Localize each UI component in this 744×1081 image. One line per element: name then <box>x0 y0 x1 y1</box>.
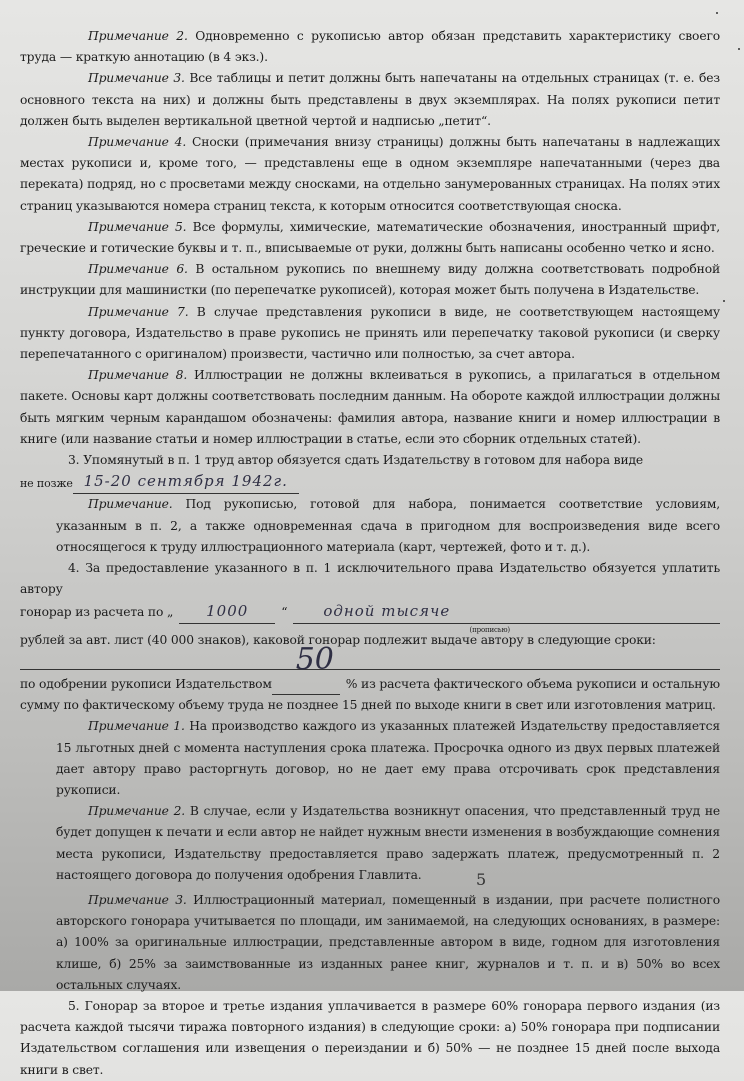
deadline-handwritten: 15-20 сентября 1942г. <box>83 472 288 491</box>
clause-4 <box>20 558 720 996</box>
note-text: На производство каждого из указанных платежей Издательству предоставляется 15 льготных дней с момента наступления срока платежа. Просрочка одного из двух первых платежей дает автору право расторгнуть договор, но не дает ему права отсрочивать срок представления рукописи. <box>56 719 720 797</box>
note-7 <box>20 302 720 366</box>
clause-4-note-1 <box>56 716 720 801</box>
note-label: Примечание 2. <box>88 804 186 819</box>
page-number-mark: 5 <box>476 870 487 889</box>
note-label: Примечание 4. <box>88 135 187 150</box>
clause-5-text: 5. Гонорар за второе и третье издания уплачивается в размере 60% гонорара первого издания (из расчета каждой тысячи тиража повторного издания) в следующие сроки: а) 50% гонорара при подписании Издательством соглашения или извещения о переиздании и б) 50% — не позднее 15 дней после выхода книги в свет. <box>20 998 720 1077</box>
approval-row <box>20 642 720 695</box>
approval-percent-handwritten: 50 <box>295 642 334 678</box>
note-3 <box>20 68 720 132</box>
note-label: Примечание 3. <box>88 71 185 86</box>
note-label: Примечание 5. <box>88 219 187 234</box>
clause-3-note-block <box>20 494 720 558</box>
deadline-prefix: не позже <box>20 477 73 491</box>
deadline-row <box>20 473 720 494</box>
approval-prefix: по одобрении рукописи Издательством <box>20 676 272 691</box>
note-text: Все таблицы и петит должны быть напечатаны на отдельных страницах (т. е. без основного текста на них) и должны быть представлены в двух экземплярах. На полях рукописи петит должен быть выделен вертикальной цветной чертой и надписью „петит“. <box>20 71 720 128</box>
fee-words-handwritten: одной тысяче <box>323 601 451 620</box>
note-8 <box>20 365 720 450</box>
note-text: В случае представления рукописи в виде, не соответствующем настоящему пункту договора, Издательство в праве рукопись не принять или перепечатку таковой рукописи (и сверку перепечатанного с оригиналом) произвести, частично или полностью, за счет автора. <box>20 304 720 362</box>
note-text: Сноски (примечания внизу страницы) должны быть напечатаны в надлежащих местах рукописи и, кроме того, — представлены еще в одном экземпляре напечатанными (через два переката) подряд, но с просветами между сносками, на отдельно занумерованных страницах. На полях этих страниц указываются номера страниц текста, к которым относится соответствующая сноска. <box>20 135 720 213</box>
note-label: Примечание 7. <box>88 304 189 319</box>
clause-3-note <box>56 494 720 558</box>
notes-section-2 <box>20 26 720 450</box>
clause-4-text: 4. За предоставление указанного в п. 1 исключительного права Издательство обязуется уплатить автору <box>20 561 720 597</box>
deadline-field[interactable] <box>73 472 299 494</box>
clause-4-note-2 <box>56 801 720 886</box>
clause-3-text: 3. Упомянутый в п. 1 труд автор обязуется сдать Издательству в готовом для набора виде <box>68 453 644 468</box>
clause-4-note-3 <box>56 890 720 996</box>
fee-prefix: гонорар из расчета по „ <box>20 605 174 620</box>
note-text: Под рукописью, готовой для набора, понимается соответствие условиям, указанным в п. 2, а также одновременная сдача в пригодном для воспроизведения виде всего относящегося к труду иллюстрационного материала (карт, чертежей, фото и т. д.). <box>56 497 720 554</box>
note-text: Все формулы, химические, математические обозначения, иностранный шрифт, греческие и готические буквы и т. п., вписываемые от руки, должны быть написаны особенно четко и ясно. <box>20 219 720 256</box>
note-2 <box>20 26 720 68</box>
clause-4-notes <box>20 716 720 996</box>
remainder-text: сумму по фактическому объему труда не позднее 15 дней по выходе книги в свет или изготовления матриц. <box>20 698 716 713</box>
note-label: Примечание 2. <box>88 29 188 43</box>
note-text: Одновременно с рукописью автор обязан представить характеристику своего труда — краткую аннотацию (в 4 экз.). <box>20 29 720 65</box>
note-4 <box>20 132 720 217</box>
note-label: Примечание 1. <box>88 719 185 734</box>
clause-5 <box>20 996 720 1081</box>
speck-mark <box>716 12 718 14</box>
speck-mark <box>738 48 740 50</box>
note-text: В случае, если у Издательства возникнут опасения, что представленный труд не будет допущен к печати и если автор не найдет нужным внести изменения в возбуждающие сомнения места рукописи, Издательству предоставляется право задержать платеж, предусмотренный п. 2 настоящего договора до получения одобрения Главлита. <box>56 804 720 882</box>
note-5 <box>20 217 720 259</box>
note-text: Иллюстрационный материал, помещенный в издании, при расчете полистного авторского гонорара учитывается по площади, им занимаемой, на следующих основаниях, в размере: а) 100% за оригинальные иллюстрации, представленные автором в виде, годном для изготовления клише, б) 25% за заимствованные из изданных ранее книг, журналов и т. п. и в) 50% во всех остальных случаях. <box>56 892 720 992</box>
note-label: Примечание 6. <box>88 262 188 277</box>
approval-suffix: % из расчета фактического объема рукописи и остальную <box>345 676 720 691</box>
fee-quote-close: “ <box>281 605 288 620</box>
fee-words-caption: (прописью) <box>469 626 510 635</box>
note-label: Примечание 8. <box>88 368 188 383</box>
fee-amount-handwritten: 1000 <box>206 601 249 620</box>
approval-percent-field[interactable] <box>272 642 340 695</box>
payment-terms-line[interactable] <box>20 655 720 670</box>
fee-row <box>20 601 720 635</box>
note-label: Примечание 3. <box>88 892 187 907</box>
note-text: Иллюстрации не должны вклеиваться в рукопись, а прилагаться в отдельном пакете. Основы карт должны соответствовать последним данным. На обороте каждой иллюстрации должны быть мягким черным карандашом обозначены: фамилия автора, название книги и номер иллюстрации в книге (или название статьи и номер иллюстрации в статье, если это сборник отдельных статей). <box>20 368 720 446</box>
clause-3 <box>20 450 720 558</box>
speck-mark <box>723 300 725 302</box>
note-text: В остальном рукопись по внешнему виду должна соответствовать подробной инструкции для машинистки (по перепечатке рукописей), которая может быть получена в Издательстве. <box>20 262 720 298</box>
fee-amount-field[interactable] <box>179 601 275 624</box>
fee-suffix: рублей за авт. лист (40 000 знаков), каковой гонорар подлежит выдаче автору в следующие сроки: <box>20 632 656 647</box>
note-label: Примечание. <box>88 497 173 512</box>
contract-page <box>20 26 720 1081</box>
note-6 <box>20 259 720 301</box>
